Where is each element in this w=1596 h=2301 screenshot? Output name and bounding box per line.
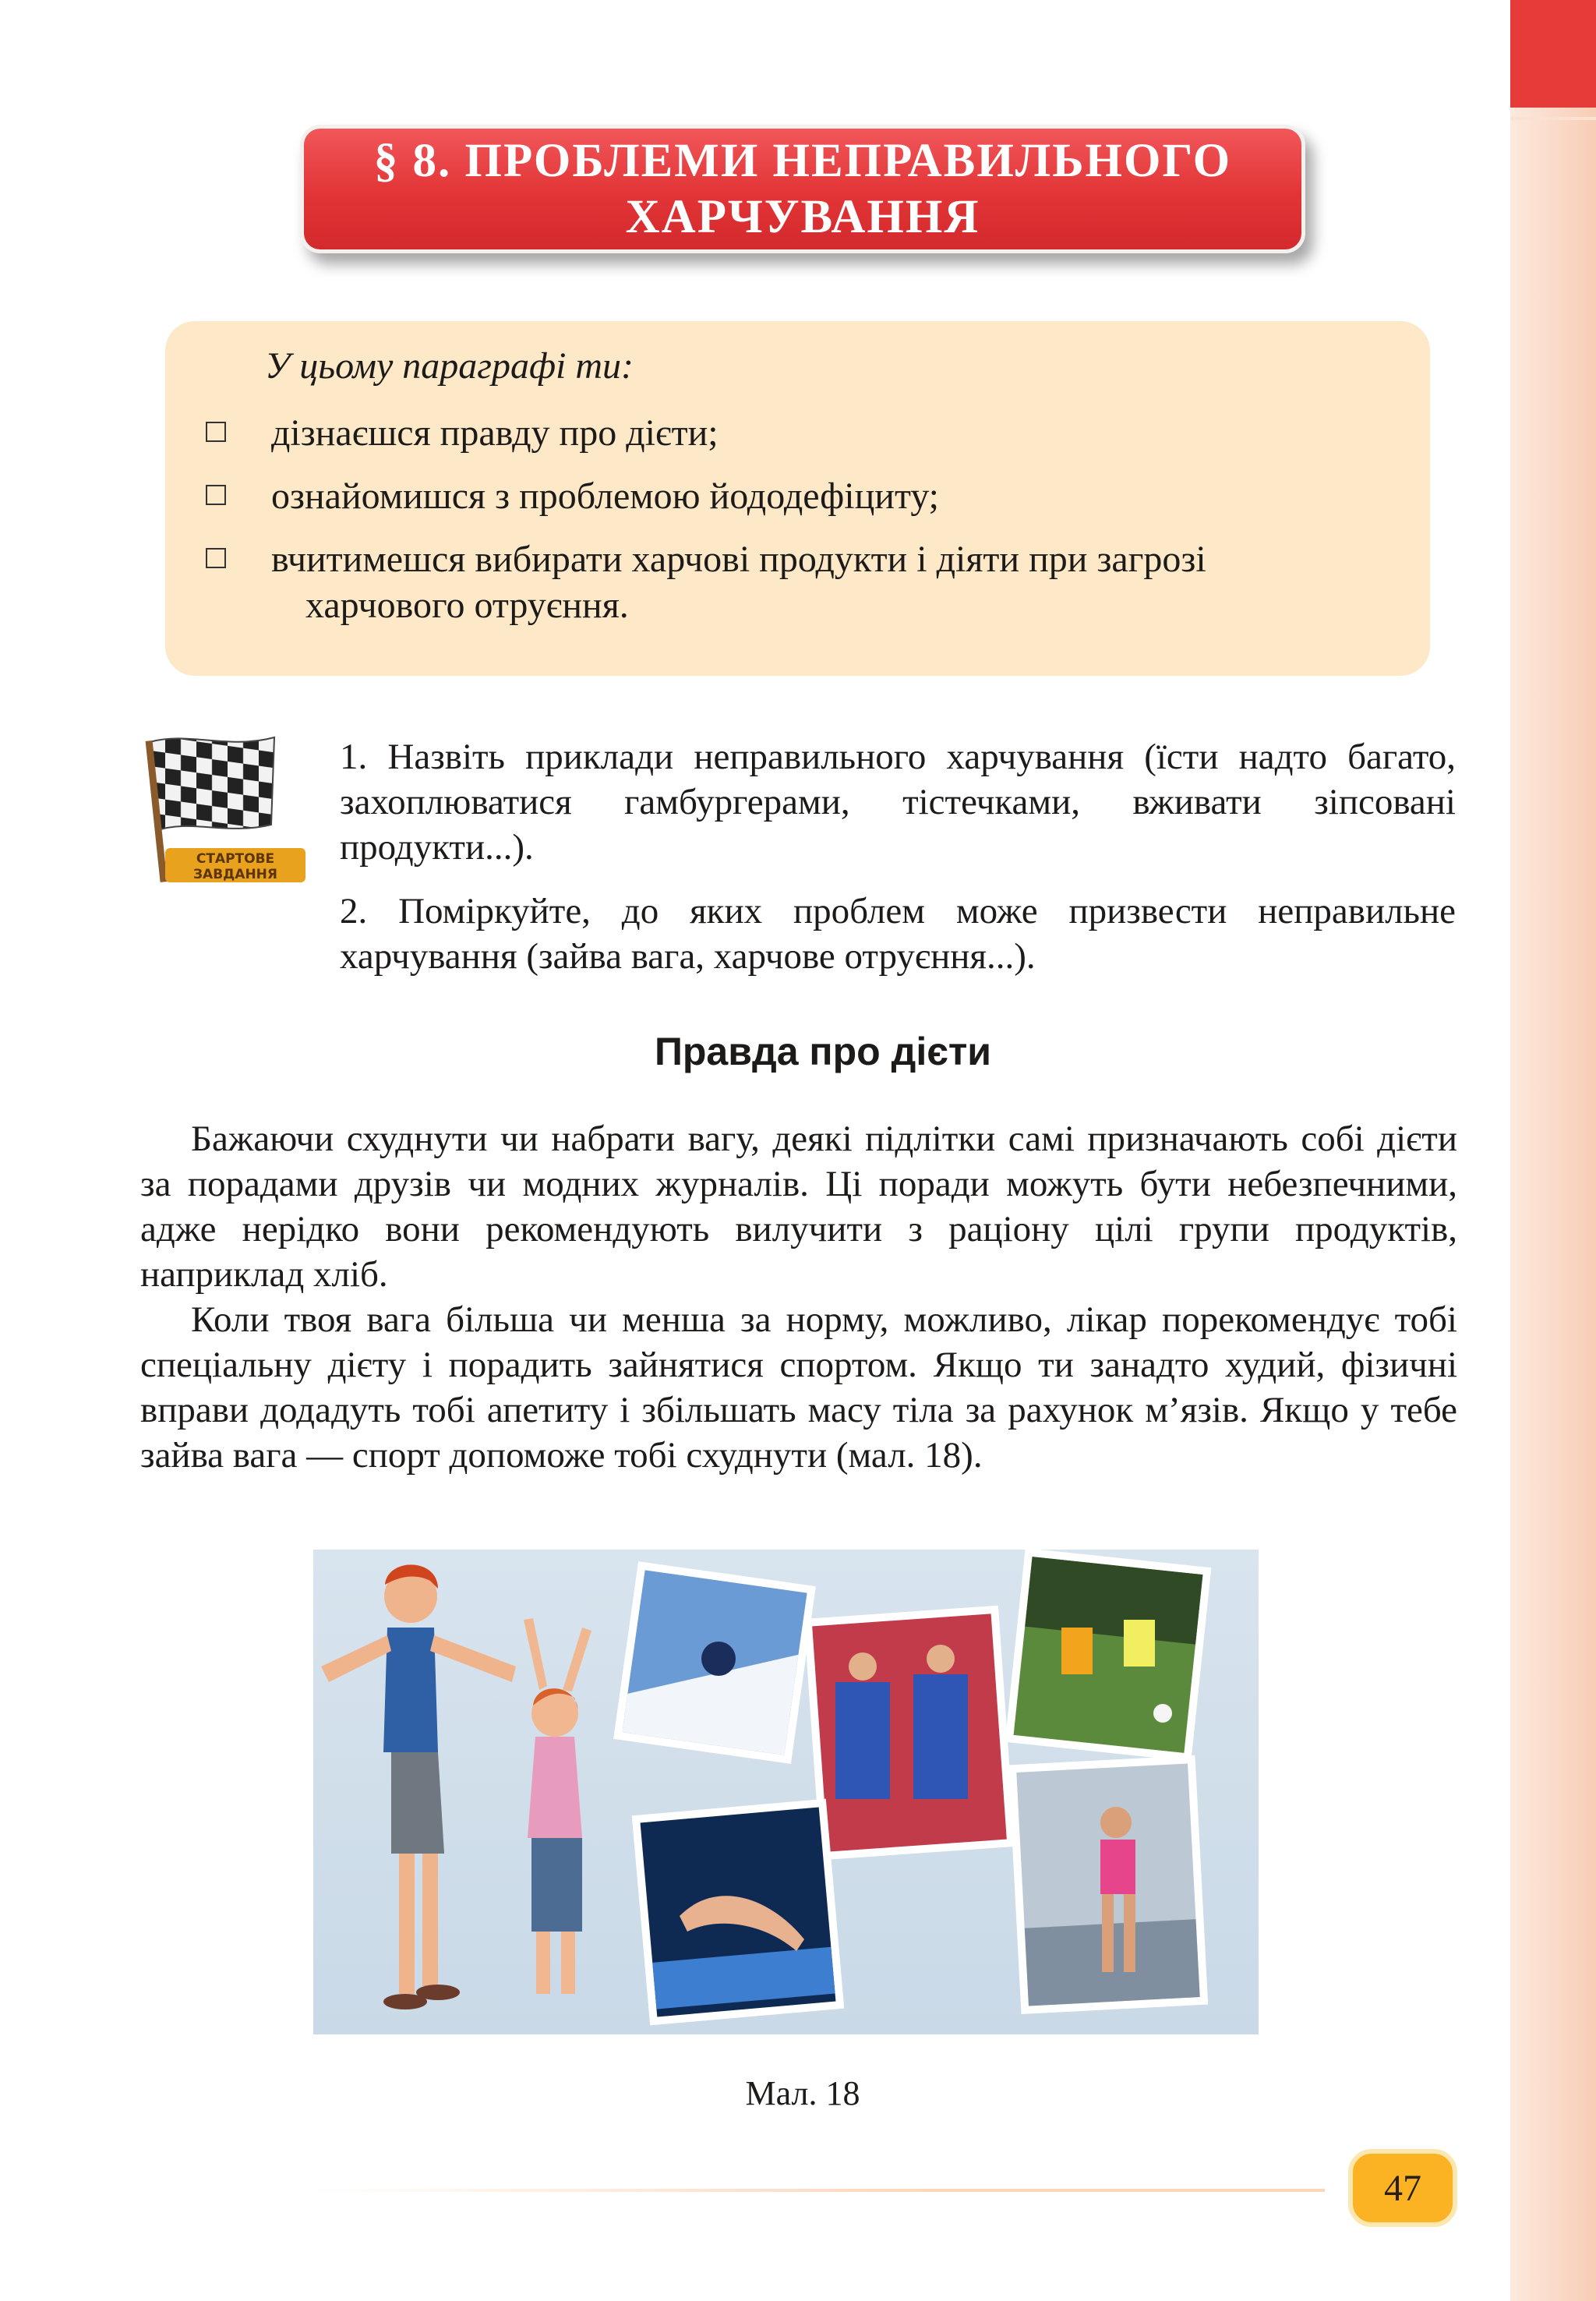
objective-item: вчитимешся вибирати харчові продукти і діяти при загрозі	[206, 537, 246, 582]
section-heading: Правда про дієти	[654, 1030, 992, 1073]
girls-figures-image	[321, 1564, 591, 2009]
paragraph-1: Бажаючи схуднути чи набрати вагу, деякі підлітки самі призначають собі дієти за порадами друзів чи модних журналів. Ці поради можуть бути небезпечними, адже нерідко вони рекомендують вилучити з раціону цілі групи продуктів, наприклад хліб.	[140, 1119, 1457, 1295]
objective-item: ознайомишся з проблемою йододефіциту;	[206, 474, 246, 519]
gymnast-photo	[632, 1799, 845, 2026]
objectives-intro: У цьому параграфі ти:	[265, 345, 634, 387]
flag-label-line-1: СТАРТОВЕ	[196, 851, 275, 867]
start-task-flag-icon	[134, 733, 317, 889]
start-task-2: 2. Поміркуйте, до яких проблем може призвести неправильне харчування (зайва вага, харчове отруєння...).	[340, 891, 1456, 977]
title-line-2: ХАРЧУВАННЯ	[625, 190, 980, 243]
paragraph-title	[300, 125, 1305, 253]
checkbox-icon	[206, 485, 226, 505]
figure-caption: Мал. 18	[745, 2074, 860, 2112]
checkbox-icon	[206, 422, 226, 442]
football-team-photo	[803, 1606, 1015, 1861]
objectives-box: У цьому параграфі ти: дізнаєшся правду про дієти; ознайомишся з проблемою йододефіциту; вчитимешся вибирати харчові продукти і діяти при загрозі харчового отруєння.	[165, 321, 1430, 676]
flag-label-line-2: ЗАВДАННЯ	[192, 867, 278, 882]
chapter-tab	[1510, 0, 1596, 108]
body-text	[140, 1116, 1457, 1478]
checkbox-icon	[206, 548, 226, 568]
sports-illustration	[313, 1550, 1259, 2034]
objective-item: дізнаєшся правду про дієти;	[206, 411, 246, 456]
paragraph-2: Коли твоя вага більша чи менша за норму, можливо, лікар порекомендує тобі спеціальну дієту і порадить зайнятися спортом. Якщо ти занадто худий, фізичні вправи додадуть тобі апетиту і збільшать масу тіла за рахунок м’язів. Якщо у тебе зайва вага — спорт допоможе тобі схуднути (мал. 18).	[140, 1299, 1457, 1476]
page-number: 47	[1348, 2149, 1457, 2227]
figure-collage	[313, 1550, 1259, 2034]
soccer-photo	[1005, 1550, 1212, 1762]
page-side-band	[1510, 0, 1596, 2301]
side-divider	[1510, 117, 1596, 120]
footer-divider	[312, 2189, 1325, 2192]
skier-photo	[613, 1561, 816, 1764]
rollerblade-photo	[1008, 1755, 1208, 2014]
title-line-1: § 8. ПРОБЛЕМИ НЕПРАВИЛЬНОГО	[373, 134, 1232, 187]
start-task-1: 1. Назвіть приклади неправильного харчування (їсти надто багато, захоплюватися гамбургерами, тістечками, вживати зіпсовані продукти...).	[340, 737, 1456, 868]
